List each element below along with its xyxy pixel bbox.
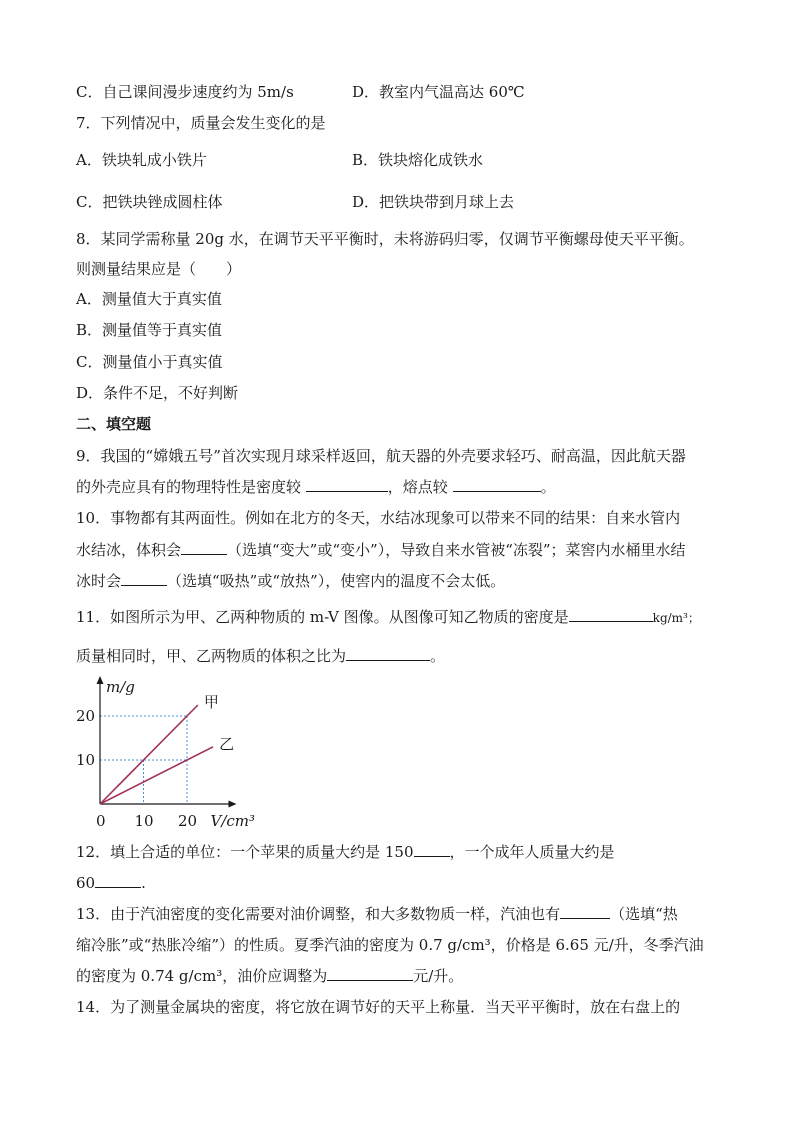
q8-stem-line1: 8．某同学需称量 20g 水，在调节天平平衡时，未将游码归零，仅调节平衡螺母使天平平衡。	[76, 230, 694, 248]
y-tick-label-10: 10	[76, 751, 96, 769]
x-tick-label-20: 20	[178, 812, 198, 830]
q8-stem-line2: 则测量结果应是（ ）	[76, 260, 242, 278]
q12-text-d: .	[141, 874, 146, 892]
q8-option-c: C．测量值小于真实值	[76, 353, 223, 371]
x-axis-arrow	[229, 801, 237, 808]
series-label-1: 乙	[219, 734, 235, 753]
q9-line2	[76, 477, 556, 497]
y-tick-label-20: 20	[76, 707, 96, 725]
y-axis-arrow	[97, 676, 104, 684]
q7-stem: 7．下列情况中，质量会发生变化的是	[76, 114, 326, 132]
x-tick-label-10: 10	[134, 812, 154, 830]
x-tick-label-0: 0	[96, 812, 106, 830]
q10-line1: 10．事物都有其两面性。例如在北方的冬天，水结冰现象可以带来不同的结果：自来水管内	[76, 509, 681, 527]
q9-line1: 9．我国的“嫦娥五号”首次实现月球采样返回，航天器的外壳要求轻巧、耐高温，因此航天器	[76, 447, 686, 465]
q13-text-a: 13．由于汽油密度的变化需要对油价调整，和大多数物质一样，汽油也有	[76, 905, 561, 923]
q13-line2: 缩冷胀”或“热胀冷缩”）的性质。夏季汽油的密度为 0.7 g/cm³，价格是 6.65 元/升，冬季汽油	[76, 936, 704, 954]
q13-line1	[76, 904, 678, 924]
q8-option-a: A．测量值大于真实值	[76, 290, 222, 308]
q7-option-d: D．把铁块带到月球上去	[352, 193, 515, 211]
q9-text-a: 的外壳应具有的物理特性是密度较	[76, 478, 302, 496]
q11-unit: kg/m³；	[652, 611, 700, 625]
q9-text-c: 。	[540, 478, 556, 496]
q13-line3	[76, 966, 463, 986]
q9-blank-1[interactable]	[306, 477, 388, 492]
q14-line1: 14．为了测量金属块的密度，将它放在调节好的天平上称量．当天平平衡时，放在右盘上的	[76, 998, 681, 1016]
q11-text-a: 11．如图所示为甲、乙两种物质的 m-V 图像。从图像可知乙物质的密度是	[76, 608, 569, 626]
q7-option-a: A．铁块轧成小铁片	[76, 151, 207, 169]
q10-text-b: （选填“变大”或“变小”），导致自来水管被“冻裂”；菜窖内水桶里水结	[227, 541, 686, 559]
series-label-0: 甲	[203, 693, 219, 711]
q8-option-b: B．测量值等于真实值	[76, 321, 223, 339]
q10-text-c: 冰时会	[76, 572, 122, 590]
q11-blank-2[interactable]	[346, 646, 430, 661]
q11-text-b: 质量相同时，甲、乙两物质的体积之比为	[76, 647, 347, 665]
q13-text-b: （选填“热	[610, 905, 678, 923]
section-title: 二、填空题	[76, 415, 152, 433]
y-axis-label: m/g	[106, 678, 135, 696]
q12-blank-2[interactable]	[95, 873, 141, 888]
q7-option-c: C．把铁块锉成圆柱体	[76, 193, 223, 211]
q11-line2	[76, 646, 445, 666]
q13-text-c: 的密度为 0.74 g/cm³，油价应调整为	[76, 967, 328, 985]
q12-text-a: 12．填上合适的单位：一个苹果的质量大约是 150	[76, 843, 414, 861]
series-line-0	[100, 705, 198, 804]
q10-text-d: （选填“吸热”或“放热”），使窖内的温度不会太低。	[167, 572, 506, 590]
q12-text-b: ，一个成年人质量大约是	[449, 843, 615, 861]
q11-line1	[76, 607, 700, 628]
q9-text-b: ，熔点较	[387, 478, 448, 496]
q13-blank-1[interactable]	[560, 904, 610, 919]
q6-option-d: D．教室内气温高达 60℃	[352, 83, 525, 101]
q12-line1	[76, 842, 615, 862]
q9-blank-2[interactable]	[453, 477, 541, 492]
q6-option-c: C．自己课间漫步速度约为 5m/s	[76, 83, 294, 101]
q10-text-a: 水结冰，体积会	[76, 541, 182, 559]
q13-blank-2[interactable]	[327, 966, 413, 981]
q12-line2	[76, 873, 146, 893]
q12-text-c: 60	[76, 874, 96, 892]
m-v-graph	[70, 672, 270, 832]
q10-line2	[76, 540, 686, 560]
q7-option-b: B．铁块熔化成铁水	[352, 151, 484, 169]
q10-line3	[76, 571, 505, 591]
q13-text-d: 元/升。	[413, 967, 464, 985]
q10-blank-2[interactable]	[121, 571, 167, 586]
x-axis-label: V/cm³	[210, 812, 256, 830]
q11-text-c: 。	[430, 647, 446, 665]
q8-option-d: D．条件不足，不好判断	[76, 384, 239, 402]
series-line-1	[100, 747, 213, 804]
q10-blank-1[interactable]	[181, 540, 227, 555]
q12-blank-1[interactable]	[414, 842, 450, 857]
q11-blank-1[interactable]	[569, 607, 653, 622]
